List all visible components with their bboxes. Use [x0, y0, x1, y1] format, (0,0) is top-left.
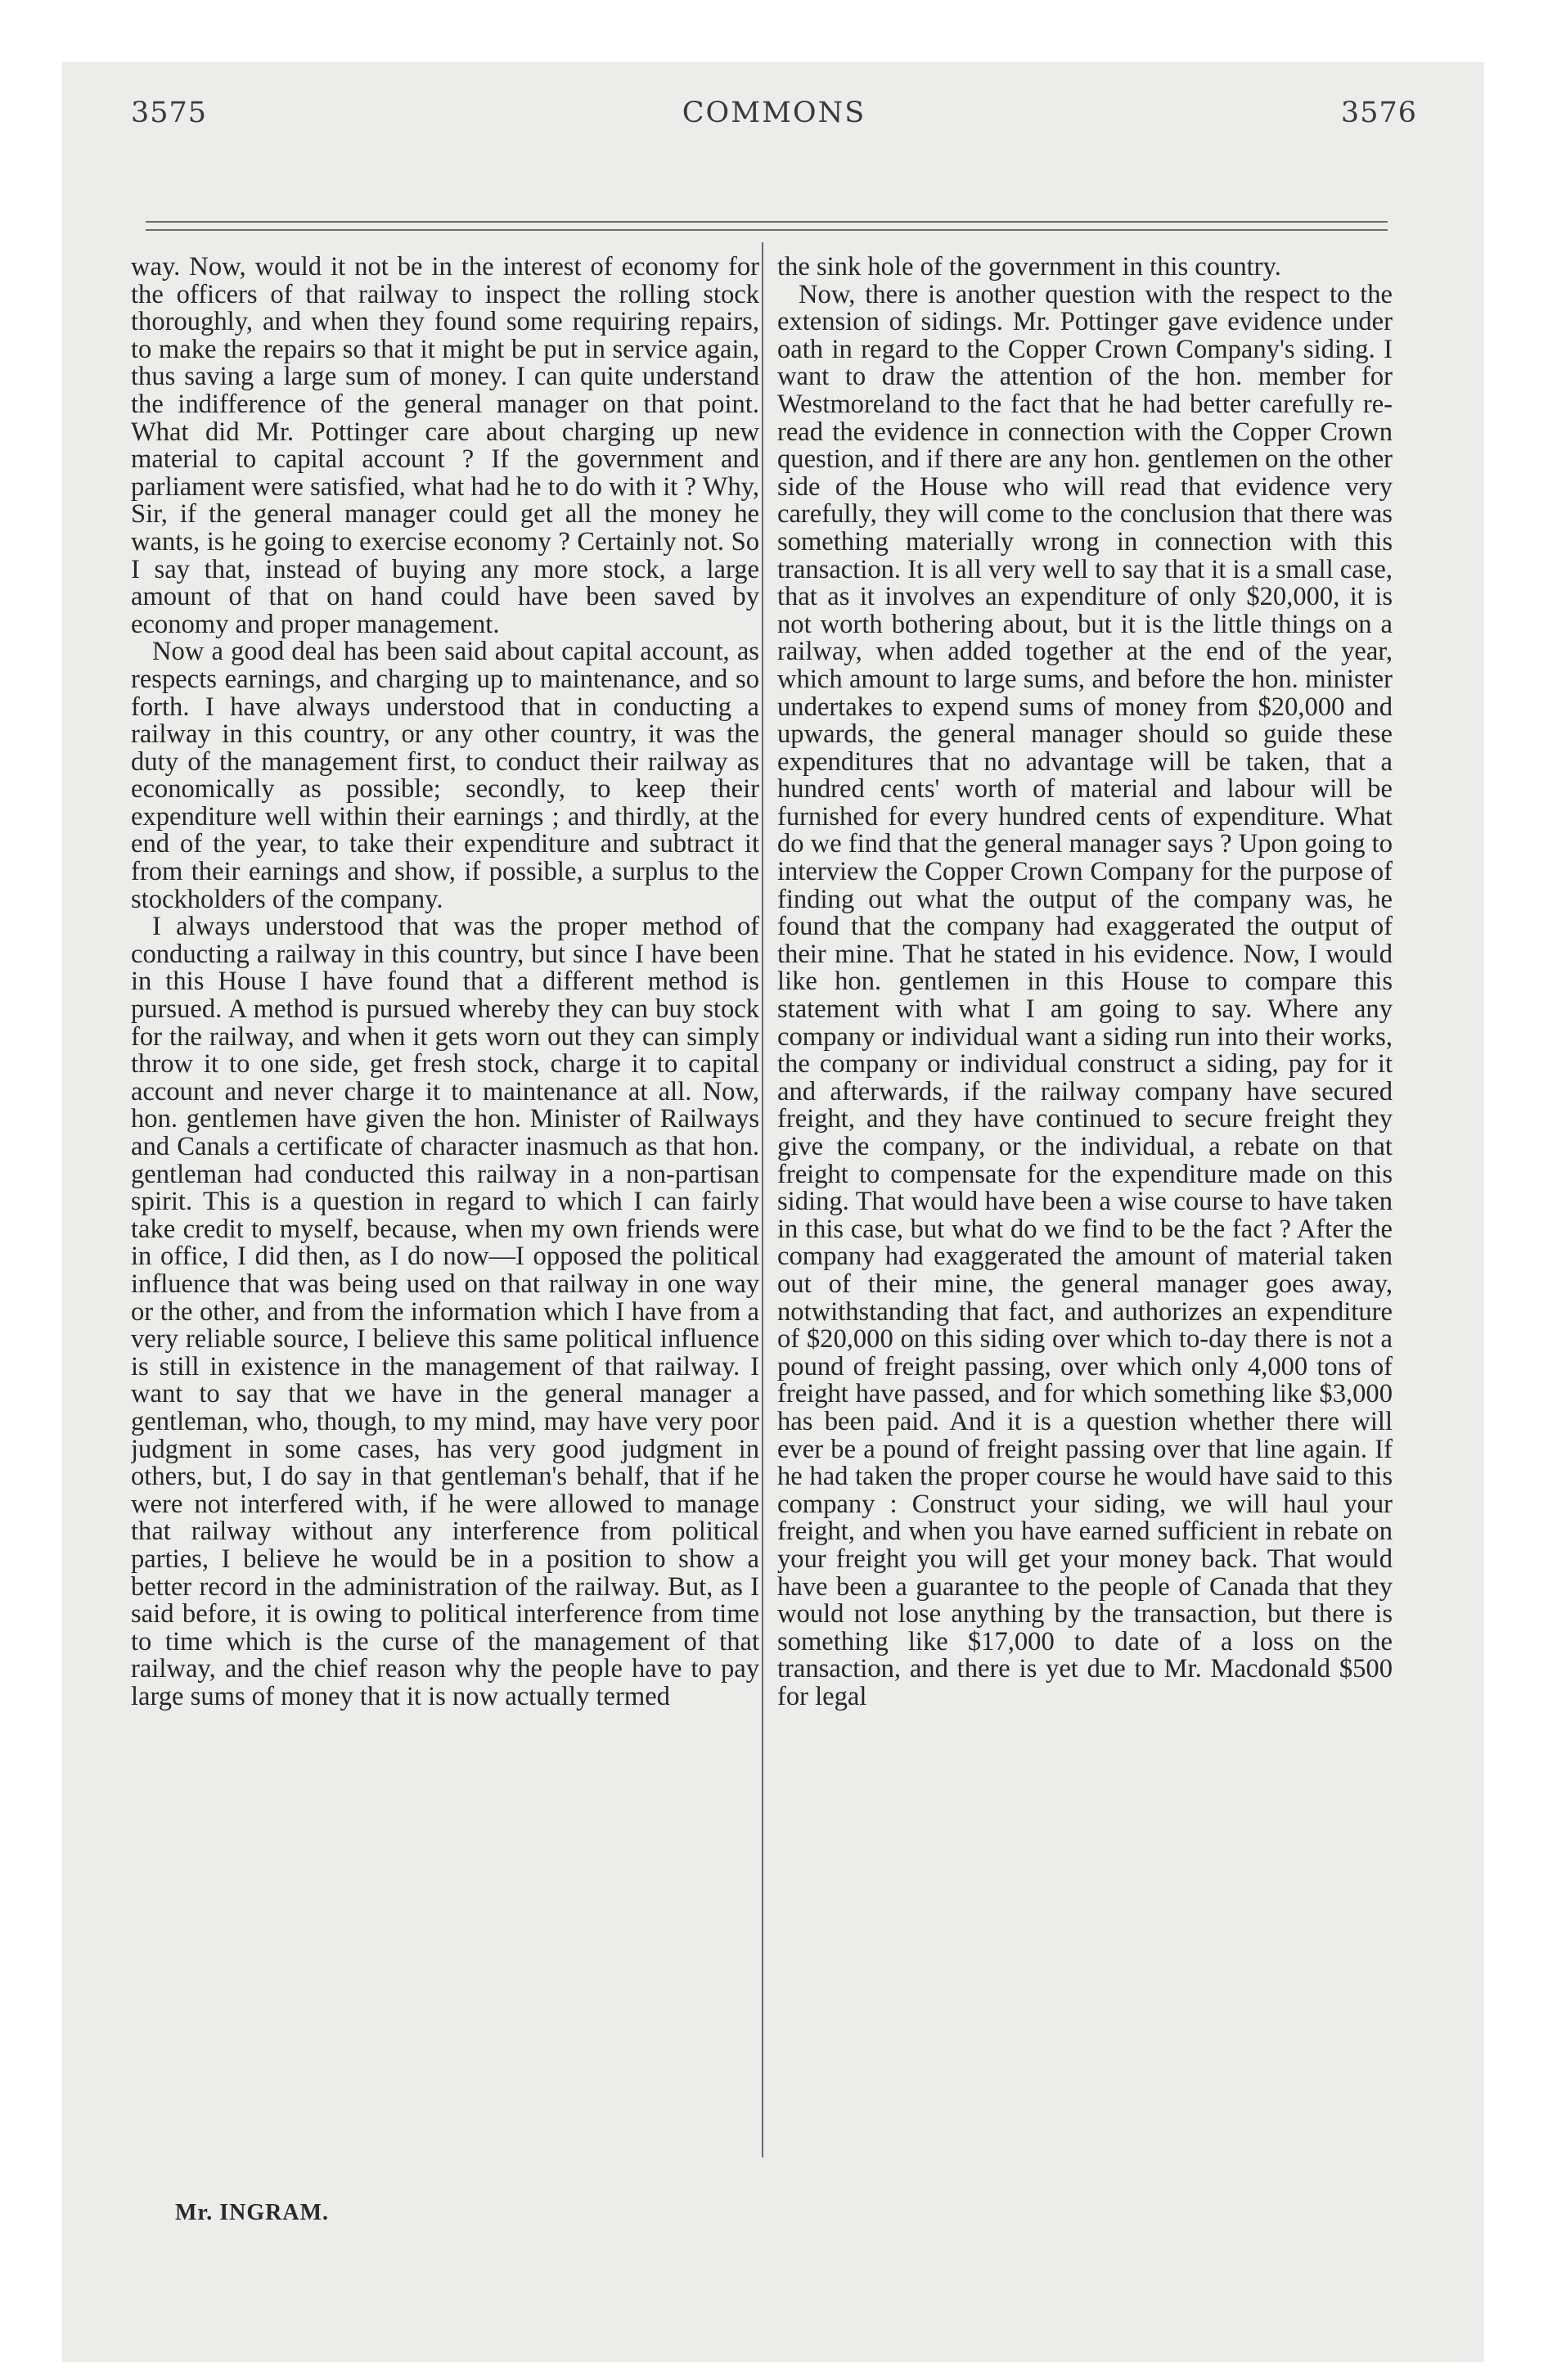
header-rule-bottom [146, 229, 1388, 231]
column-divider [762, 242, 763, 2157]
right-column [777, 254, 1393, 2161]
running-head-title: COMMONS [682, 97, 866, 129]
speaker-footer: Mr. INGRAM. [175, 2200, 330, 2225]
right-paragraph-2: Now, there is another question with the respect to the extension of sidings. Mr. Pottinger gave evidence under oath in regard to the Copper Crown Company's siding. I want to draw the attention of the hon. member for Westmoreland to the fact that he had better carefully re-read the evidence in connection with the Copper Crown question, and if there are any hon. gentlemen on the other side of the House who will read that evidence very carefully, they will come to the conclusion that there was something materially wrong in connection with this transaction. It is all very well to say that it is a small case, that as it involves an expenditure of only $20,000, it is not worth bothering about, but it is the little things on a railway, when added together at the end of the year, which amount to large sums, and before the hon. minister undertakes to expend sums of money from $20,000 and upwards, the general manager should so guide these expenditures that no advantage will be taken, that a hundred cents' worth of material and labour will be furnished for every hundred cents of expenditure. What do we find that the general manager says ? Upon going to interview the Copper Crown Company for the purpose of finding out what the output of the company was, he found that the company had exaggerated the output of their mine. That he stated in his evidence. Now, I would like hon. gentlemen in this House to compare this statement with what I am going to say. Where any company or individual want a siding run into their works, the company or individual construct a siding, pay for it and afterwards, if the railway company have secured freight, and they have continued to secure freight they give the company, or the individual, a rebate on that freight to compensate for the expenditure made on this siding. That would have been a wise course to have taken in this case, but what do we find to be the fact ? After the company had exaggerated the amount of material taken out of their mine, the general manager goes away, notwithstanding that fact, and authorizes an expenditure of $20,000 on this siding over which to-day there is not a pound of freight passing, over which only 4,000 tons of freight have passed, and for which something like $3,000 has been paid. And it is a question whether there will ever be a pound of freight passing over that line again. If he had taken the proper course he would have said to this company : Construct your siding, we will haul your freight, and when you have earned sufficient in rebate on your freight you will get your money back. That would have been a guarantee to the people of Canada that they would not lose anything by the transaction, but there is something like $17,000 to date of a loss on the transaction, and there is yet due to Mr. Macdonald $500 for legal [777, 279, 1393, 1711]
left-paragraph-2: Now a good deal has been said about capital account, as respects earnings, and charging up to maintenance, and so forth. I have always understood that in conducting a railway in this country, or any other country, it was the duty of the management first, to conduct their railway as economically as possible; secondly, to keep their expenditure well within their earnings ; and thirdly, at the end of the year, to take their expenditure and subtract it from their earnings and show, if possible, a surplus to the stockholders of the company. [131, 637, 759, 914]
page-number-right: 3576 [1340, 97, 1417, 129]
left-column [131, 254, 759, 2161]
header-rule-top [146, 221, 1388, 223]
page-number-left: 3575 [131, 97, 208, 129]
right-paragraph-1: the sink hole of the government in this country. [777, 254, 1281, 282]
left-paragraph-1: way. Now, would it not be in the interest of economy for the officers of that railway to inspect the rolling stock thoroughly, and when they found some requiring repairs, to make the repairs so that it might be put in service again, thus saving a large sum of money. I can quite understand the indifference of the general manager on that point. What did Mr. Pottinger care about charging up new material to capital account ? If the government and parliament were satisfied, what had he to do with it ? Why, Sir, if the general manager could get all the money he wants, is he going to exercise economy ? Certainly not. So I say that, instead of buying any more stock, a large amount of that on hand could have been saved by economy and proper management. [131, 254, 759, 639]
left-paragraph-3: I always understood that was the proper method of conducting a railway in this country, but since I have been in this House I have found that a different method is pursued. A method is pursued whereby they can buy stock for the railway, and when it gets worn out they can simply throw it to one side, get fresh stock, charge it to capital account and never charge it to maintenance at all. Now, hon. gentlemen have given the hon. Minister of Railways and Canals a certificate of character inasmuch as that hon. gentleman had conducted this railway in a non-partisan spirit. This is a question in regard to which I can fairly take credit to myself, because, when my own friends were in office, I did then, as I do now—I opposed the political influence that was being used on that railway in one way or the other, and from the information which I have from a very reliable source, I believe this same political influence is still in existence in the management of that railway. I want to say that we have in the general manager a gentleman, who, though, to my mind, may have very poor judgment in some cases, has very good judgment in others, but, I do say in that gentleman's behalf, that if he were not interfered with, if he were allowed to manage that railway without any interference from political parties, I believe he would be in a position to show a better record in the administration of the railway. But, as I said before, it is owing to political interference from time to time which is the curse of the management of that railway, and the chief reason why the people have to pay large sums of money that it is now actually termed [131, 912, 759, 1711]
